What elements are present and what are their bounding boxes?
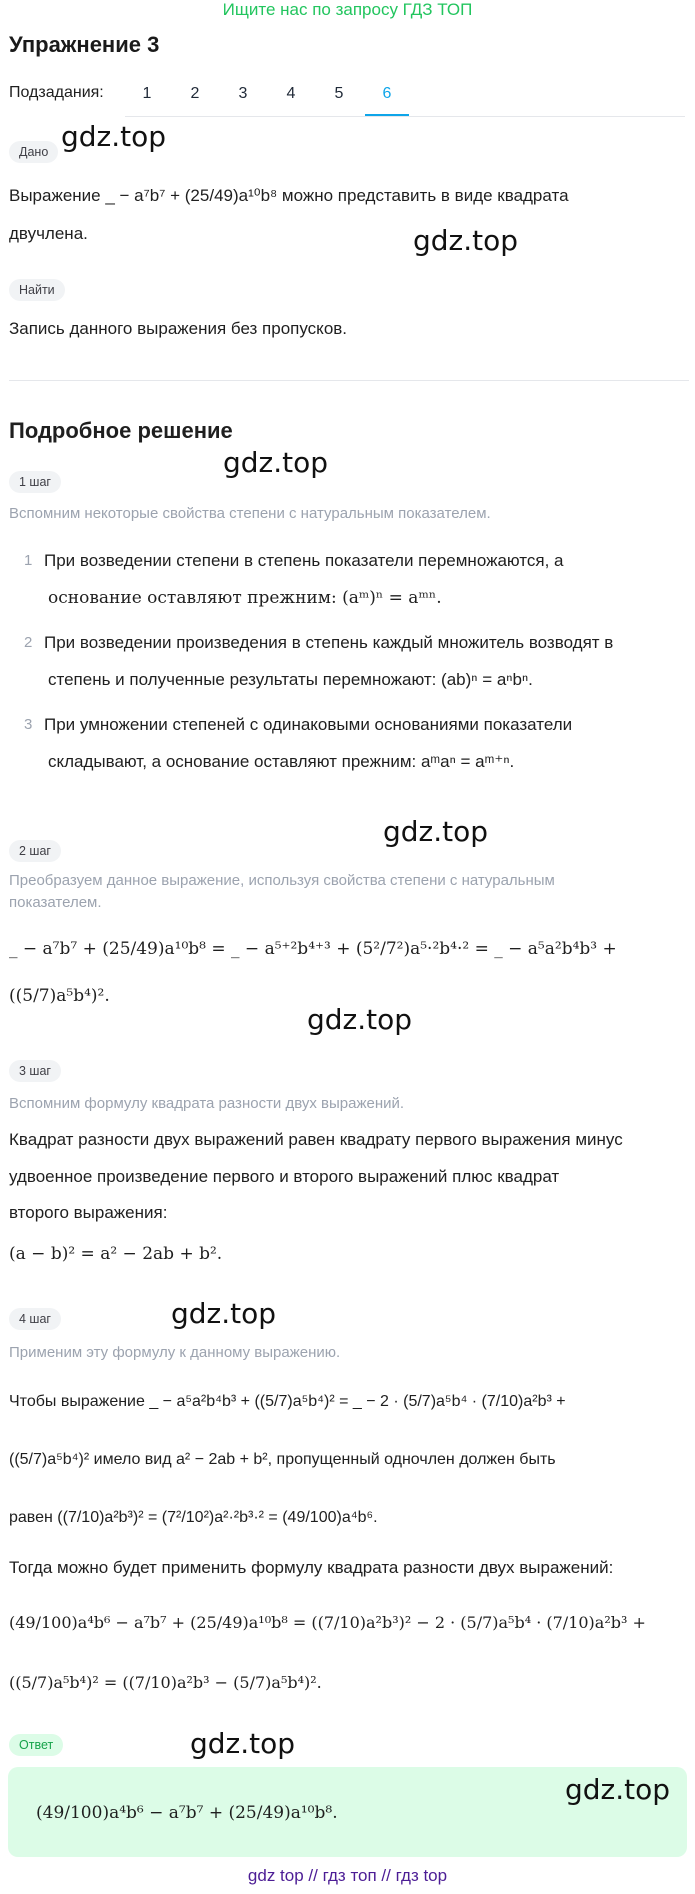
answer-formula: (49/100)a⁴b⁶ − a⁷b⁷ + (25/49)a¹⁰b⁸. — [36, 1803, 338, 1823]
answer-chip: Ответ — [9, 1734, 63, 1756]
tab-5[interactable]: 5 — [334, 85, 344, 102]
step2-intro: показателем. — [9, 894, 102, 911]
tab-6[interactable]: 6 — [365, 72, 409, 116]
list-number: 3 — [24, 716, 33, 733]
subtasks-label: Подзадания: — [9, 84, 104, 101]
step4-text: ((5/7)a⁵b⁴)² имело вид a² − 2ab + b², пропущенный одночлен должен быть — [9, 1451, 556, 1468]
list-item-text: степень и полученные результаты перемножают: (ab)ⁿ = aⁿbⁿ. — [48, 670, 533, 689]
given-text-a: Выражение _ − a⁷b⁷ + (25/49)a¹⁰b⁸ можно представить в виде квадрата — [9, 186, 569, 205]
watermark: gdz.top — [223, 446, 329, 479]
step3-intro: Вспомним формулу квадрата разности двух выражений. — [9, 1095, 405, 1112]
step3-formula: (a − b)² = a² − 2ab + b². — [9, 1244, 223, 1264]
subtask-tabs — [125, 72, 685, 117]
find-text: Запись данного выражения без пропусков. — [9, 319, 348, 338]
list-item-text: При возведении произведения в степень каждый множитель возводят в — [44, 633, 614, 652]
solution-title: Подробное решение — [9, 418, 233, 443]
step4-intro: Применим эту формулу к данному выражению. — [9, 1344, 341, 1361]
tab-1[interactable]: 1 — [142, 85, 152, 102]
list-item-text: основание оставляют прежним: (aᵐ)ⁿ = aᵐⁿ. — [48, 588, 442, 608]
list-number: 1 — [24, 552, 33, 569]
step1-intro: Вспомним некоторые свойства степени с натуральным показателем. — [9, 505, 491, 522]
footer-links[interactable]: gdz top // гдз топ // гдз top — [247, 1866, 448, 1885]
step3-chip: 3 шаг — [9, 1060, 61, 1082]
watermark: gdz.top — [413, 224, 519, 257]
watermark: gdz.top — [61, 120, 167, 153]
given-text-b: двучлена. — [9, 224, 88, 243]
list-item-text: складывают, а основание оставляют прежним: aᵐaⁿ = aᵐ⁺ⁿ. — [48, 752, 515, 771]
step4-formula: ((5/7)a⁵b⁴)² = ((7/10)a²b³ − (5/7)a⁵b⁴)². — [9, 1673, 322, 1692]
watermark: gdz.top — [171, 1297, 277, 1330]
step2-chip: 2 шаг — [9, 840, 61, 862]
step3-text: Квадрат разности двух выражений равен квадрату первого выражения минус — [9, 1130, 623, 1149]
list-number: 2 — [24, 634, 33, 651]
tab-4[interactable]: 4 — [286, 85, 296, 102]
list-item-text: При умножении степеней с одинаковыми основаниями показатели — [44, 715, 573, 734]
page-title: Упражнение 3 — [9, 32, 160, 57]
step4-text: равен ((7/10)a²b³)² = (7²/10²)a²·²b³·² = (49/100)a⁴b⁶. — [9, 1509, 378, 1526]
tab-3[interactable]: 3 — [238, 85, 248, 102]
step1-chip: 1 шаг — [9, 471, 61, 493]
step3-text: второго выражения: — [9, 1203, 168, 1222]
promo-banner[interactable]: Ищите нас по запросу ГДЗ ТОП — [222, 0, 473, 19]
step4-text: Чтобы выражение _ − a⁵a²b⁴b³ + ((5/7)a⁵b⁴)² = _ − 2 · (5/7)a⁵b⁴ · (7/10)a²b³ + — [9, 1393, 566, 1410]
watermark: gdz.top — [190, 1727, 296, 1760]
tab-2[interactable]: 2 — [190, 85, 200, 102]
step4-text: Тогда можно будет применить формулу квадрата разности двух выражений: — [9, 1558, 614, 1577]
step4-formula: (49/100)a⁴b⁶ − a⁷b⁷ + (25/49)a¹⁰b⁸ = ((7/10)a²b³)² − 2 · (5/7)a⁵b⁴ · (7/10)a²b³ + — [9, 1613, 646, 1632]
divider — [9, 380, 689, 381]
watermark: gdz.top — [565, 1773, 671, 1806]
find-chip: Найти — [9, 279, 65, 301]
watermark: gdz.top — [307, 1003, 413, 1036]
watermark: gdz.top — [383, 815, 489, 848]
step3-text: удвоенное произведение первого и второго выражений плюс квадрат — [9, 1167, 560, 1186]
list-item-text: При возведении степени в степень показатели перемножаются, а — [44, 551, 564, 570]
step4-chip: 4 шаг — [9, 1308, 61, 1330]
step2-formula: ((5/7)a⁵b⁴)². — [9, 986, 110, 1006]
given-chip: Дано — [9, 141, 58, 163]
step2-intro: Преобразуем данное выражение, используя свойства степени с натуральным — [9, 872, 555, 889]
step2-formula: _ − a⁷b⁷ + (25/49)a¹⁰b⁸ = _ − a⁵⁺²b⁴⁺³ + (5²/7²)a⁵·²b⁴·² = _ − a⁵a²b⁴b³ + — [9, 939, 617, 959]
